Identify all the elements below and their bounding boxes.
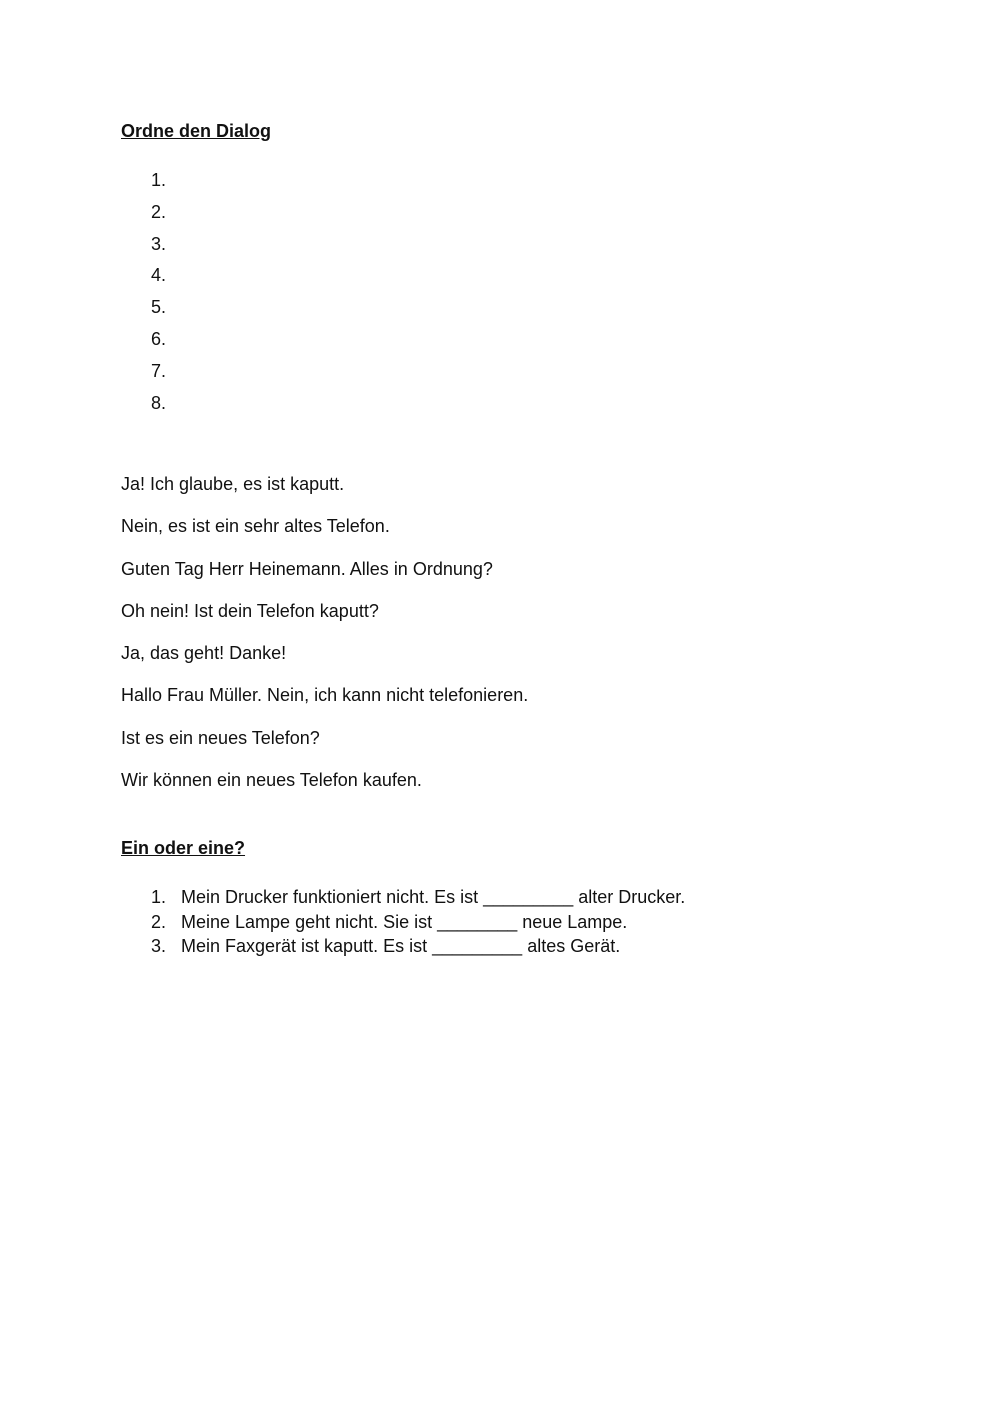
dialog-sentence-list [121,473,528,811]
fill-in-text: Mein Drucker funktioniert nicht. Es ist _________ alter Drucker. [181,887,686,907]
answer-slot: 1. [151,170,167,190]
fill-in-item [121,886,685,911]
fill-in-number: 2. [151,911,167,932]
section-title-ordne: Ordne den Dialog [121,121,272,141]
fill-in-number: 3. [151,936,167,956]
answer-slot: 3. [151,233,167,254]
answer-slot: 7. [151,360,167,381]
fill-in-text: Mein Faxgerät ist kaputt. Es ist _________ altes Gerät. [181,936,621,956]
dialog-sentence: Wir können ein neues Telefon kaufen. [121,770,422,791]
answer-slot: 4. [151,265,167,286]
answer-slot: 5. [151,297,167,318]
dialog-sentence: Hallo Frau Müller. Nein, ich kann nicht telefonieren. [121,685,529,706]
answer-slot: 8. [151,392,167,413]
fill-in-list [121,886,685,960]
answer-slot: 2. [151,201,167,222]
dialog-sentence: Ja, das geht! Danke! [121,643,287,664]
dialog-sentence: Ist es ein neues Telefon? [121,727,320,748]
fill-in-item [121,935,685,960]
answer-number-list [121,169,166,423]
dialog-sentence: Oh nein! Ist dein Telefon kaputt? [121,600,379,621]
fill-in-number: 1. [151,887,167,907]
fill-in-item [121,911,685,936]
dialog-sentence: Ja! Ich glaube, es ist kaputt. [121,474,345,494]
section-title-ein-oder-eine: Ein oder eine? [121,838,246,858]
dialog-sentence: Nein, es ist ein sehr altes Telefon. [121,516,390,537]
answer-slot: 6. [151,328,167,349]
dialog-sentence: Guten Tag Herr Heinemann. Alles in Ordnung? [121,558,493,579]
fill-in-text: Meine Lampe geht nicht. Sie ist ________ neue Lampe. [181,911,628,932]
